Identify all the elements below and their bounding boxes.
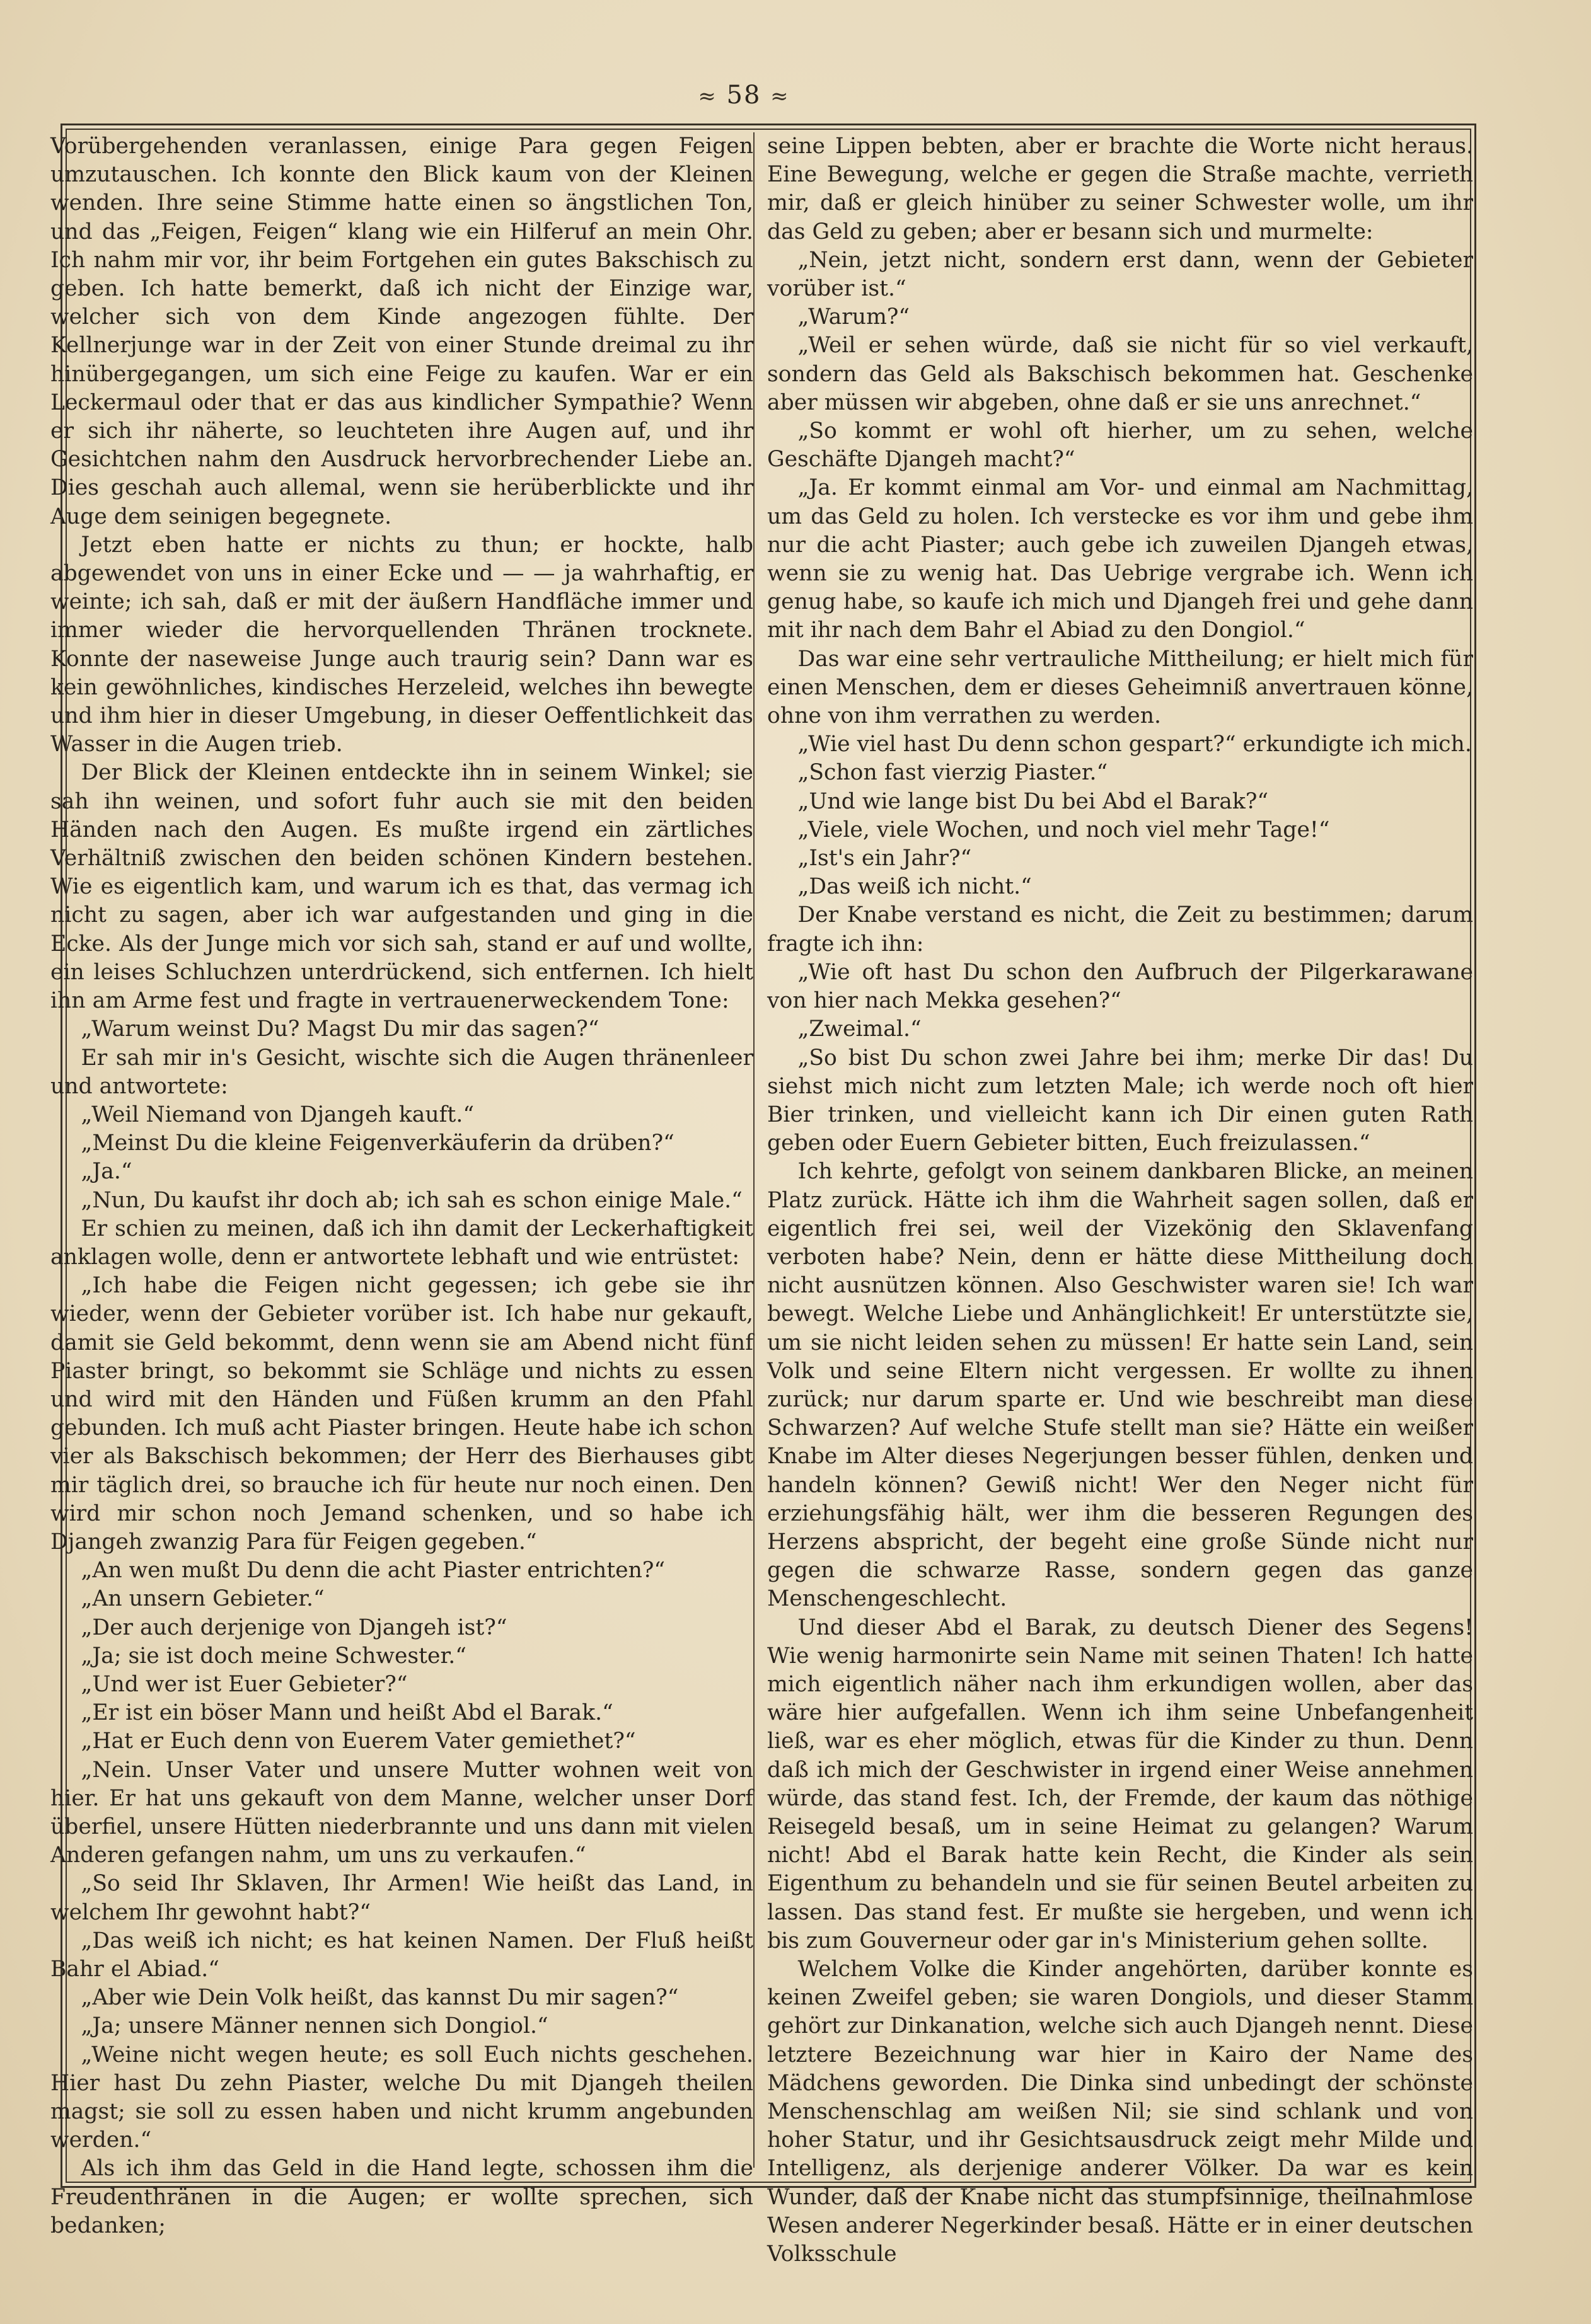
paragraph: „Nein, jetzt nicht, sondern erst dann, wenn der Gebieter vorüber ist.“ xyxy=(767,247,1473,302)
paragraph: Und dieser Abd el Barak, zu deutsch Diener des Segens! Wie wenig harmonirte sein Name mit seinen Thaten! Ich hatte mich eigentlich näher nach ihm erkundigen wollen, aber das wäre hier aufgefallen. Wenn ich ihm seine Unbefangenheit ließ, war es eher möglich, etwas für die Kinder zu thun. Denn daß ich mich der Geschwister in irgend einer Weise annehmen würde, das stand fest. Ich, der Fremde, der kaum das nöthige Reisegeld besaß, um in seine Heimat zu gelangen? Warum nicht! Abd el Barak hatte kein Recht, die Kinder als sein Eigenthum zu behandeln und sie für seinen Beutel arbeiten zu lassen. Das stand fest. Er mußte sie hergeben, und wenn ich bis zum Gouverneur oder gar in's Ministerium gehen sollte. xyxy=(767,1614,1473,1953)
paragraph: „An unsern Gebieter.“ xyxy=(81,1586,325,1612)
page-number-header xyxy=(681,81,807,110)
column-divider xyxy=(753,132,755,2168)
paragraph: Er schien zu meinen, daß ich ihn damit der Leckerhaftigkeit anklagen wolle, denn er antwortete lebhaft und wie entrüstet: xyxy=(50,1216,753,1270)
right-column xyxy=(767,132,1473,2267)
paragraph: „Das weiß ich nicht; es hat keinen Namen. Der Fluß heißt Bahr el Abiad.“ xyxy=(50,1928,753,1982)
paragraph: „Ist's ein Jahr?“ xyxy=(797,846,972,872)
paragraph: Er sah mir in's Gesicht, wischte sich die Augen thränenleer und antwortete: xyxy=(50,1045,753,1099)
paragraph: „An wen mußt Du denn die acht Piaster entrichten?“ xyxy=(81,1558,666,1584)
paragraph: „Aber wie Dein Volk heißt, das kannst Du mir sagen?“ xyxy=(81,1985,679,2011)
paragraph: „Das weiß ich nicht.“ xyxy=(797,874,1032,900)
paragraph: „Nun, Du kaufst ihr doch ab; ich sah es schon einige Male.“ xyxy=(81,1187,743,1213)
paragraph: Der Knabe verstand es nicht, die Zeit zu bestimmen; darum fragte ich ihn: xyxy=(767,902,1473,957)
paragraph: Ich kehrte, gefolgt von seinem dankbaren Blicke, an meinen Platz zurück. Hätte ich ihm die Wahrheit sagen sollen, daß er eigentlich frei sei, weil der Vizekönig den Sklavenfang verboten habe? Nein, denn er hätte diese Mittheilung doch nicht ausnützen können. Also Geschwister waren sie! Ich war bewegt. Welche Liebe und Anhänglichkeit! Er unterstützte sie, um sie nicht leiden sehen zu müssen! Er hatte sein Land, sein Volk und seine Eltern nicht vergessen. Er wollte zu ihnen zurück; nur darum sparte er. Und wie beschreibt man diese Schwarzen? Auf welche Stufe stellt man sie? Hätte ein weißer Knabe im Alter dieses Negerjungen besser fühlen, denken und handeln können? Gewiß nicht! Wer den Neger nicht für erziehungsfähig hält, wer ihm die besseren Regungen des Herzens abspricht, der begeht eine große Sünde nicht nur gegen die schwarze Rasse, sondern gegen das ganze Menschengeschlecht. xyxy=(767,1159,1473,1612)
paragraph: „So bist Du schon zwei Jahre bei ihm; merke Dir das! Du siehst mich nicht zum letzten Male; ich werde noch oft hier Bier trinken, und vielleicht kann ich Dir einen guten Rath geben oder Euern Gebieter bitten, Euch freizulassen.“ xyxy=(767,1045,1473,1156)
paragraph: „Ja.“ xyxy=(81,1159,132,1185)
paragraph: Als ich ihm das Geld in die Hand legte, schossen ihm die Freudenthränen in die Augen; er wollte sprechen, sich bedanken; xyxy=(50,2156,753,2238)
paragraph: „Ja; unsere Männer nennen sich Dongiol.“ xyxy=(81,2013,548,2039)
paragraph: „Weil er sehen würde, daß sie nicht für so viel verkauft, sondern das Geld als Bakschisch bekommen hat. Geschenke aber müssen wir abgeben, ohne daß er sie uns anrechnet.“ xyxy=(767,333,1473,415)
paragraph: „Ja; sie ist doch meine Schwester.“ xyxy=(81,1643,466,1669)
paragraph: „Er ist ein böser Mann und heißt Abd el Barak.“ xyxy=(81,1700,613,1726)
paragraph: „Und wer ist Euer Gebieter?“ xyxy=(81,1671,408,1697)
paragraph: Jetzt eben hatte er nichts zu thun; er hockte, halb abgewendet von uns in einer Ecke und — — ja wahrhaftig, er weinte; ich sah, daß er mit der äußern Handfläche immer und immer wieder die hervorquellenden Thränen trocknete. Konnte der naseweise Junge auch traurig sein? Dann war es kein gewöhnliches, kindisches Herzeleid, welches ihn bewegte und ihm hier in dieser Umgebung, in dieser Oeffentlichkeit das Wasser in die Augen trieb. xyxy=(50,532,753,757)
paragraph: „Ja. Er kommt einmal am Vor- und einmal am Nachmittag, um das Geld zu holen. Ich verstecke es vor ihm und gebe ihm nur die acht Piaster; auch gebe ich zuweilen Djangeh etwas, wenn sie zu wenig hat. Das Uebrige vergrabe ich. Wenn ich genug habe, so kaufe ich mich und Djangeh frei und gehe dann mit ihr nach dem Bahr el Abiad zu den Dongiol.“ xyxy=(767,475,1473,643)
paragraph: Vorübergehenden veranlassen, einige Para gegen Feigen umzutauschen. Ich konnte den Blick kaum von der Kleinen wenden. Ihre seine Stimme hatte einen so ängstlichen Ton, und das „Feigen, Feigen“ klang wie ein Hilferuf an mein Ohr. Ich nahm mir vor, ihr beim Fortgehen ein gutes Bakschisch zu geben. Ich hatte bemerkt, daß ich nicht der Einzige war, welcher sich von dem Kinde angezogen fühlte. Der Kellnerjunge war in der Zeit von einer Stunde dreimal zu ihr hinübergegangen, um sich eine Feige zu kaufen. War er ein Leckermaul oder that er das aus kindlicher Sympathie? Wenn er sich ihr näherte, so leuchteten ihre Augen auf, und ihr Gesichtchen nahm den Ausdruck hervorbrechender Liebe an. Dies geschah auch allemal, wenn sie herüberblickte und ihr Auge dem seinigen begegnete. xyxy=(50,134,753,529)
paragraph: „Wie viel hast Du denn schon gespart?“ erkundigte ich mich. xyxy=(797,732,1472,757)
paragraph: „Warum?“ xyxy=(797,304,910,330)
page-number: 58 xyxy=(726,81,761,110)
ornament-right-icon: ≈ xyxy=(770,84,790,109)
paragraph: seine Lippen bebten, aber er brachte die Worte nicht heraus. Eine Bewegung, welche er gegen die Straße machte, verrieth mir, daß er gleich hinüber zu seiner Schwester wolle, um ihr das Geld zu geben; aber er besann sich und murmelte: xyxy=(767,134,1473,244)
paragraph: „Der auch derjenige von Djangeh ist?“ xyxy=(81,1614,507,1640)
paragraph: „Meinst Du die kleine Feigenverkäuferin da drüben?“ xyxy=(81,1130,674,1156)
paragraph: „Zweimal.“ xyxy=(797,1016,922,1042)
paragraph: „So seid Ihr Sklaven, Ihr Armen! Wie heißt das Land, in welchem Ihr gewohnt habt?“ xyxy=(50,1871,753,1925)
ornament-left-icon: ≈ xyxy=(698,84,717,109)
paragraph: Welchem Volke die Kinder angehörten, darüber konnte es keinen Zweifel geben; sie waren Dongiols, und dieser Stamm gehört zur Dinkanation, welche sich auch Djangeh nennt. Diese letztere Bezeichnung war hier in Kairo der Name des Mädchens geworden. Die Dinka sind unbedingt der schönste Menschenschlag am weißen Nil; sie sind schlank und von hoher Statur, und ihr Gesichtsausdruck zeigt mehr Milde und Intelligenz, als derjenige anderer Völker. Da war es kein Wunder, daß der Knabe nicht das stumpfsinnige, theilnahmlose Wesen anderer Negerkinder besaß. Hätte er in einer deutschen Volksschule xyxy=(767,1957,1473,2267)
paragraph: „Wie oft hast Du schon den Aufbruch der Pilgerkarawane von hier nach Mekka gesehen?“ xyxy=(767,959,1473,1014)
paragraph: „Schon fast vierzig Piaster.“ xyxy=(797,760,1108,786)
paragraph: „Warum weinst Du? Magst Du mir das sagen?“ xyxy=(81,1016,599,1042)
paragraph: „Und wie lange bist Du bei Abd el Barak?“ xyxy=(797,788,1269,814)
paragraph: Der Blick der Kleinen entdeckte ihn in seinem Winkel; sie sah ihn weinen, und sofort fuhr auch sie mit den beiden Händen nach den Augen. Es mußte irgend ein zärtliches Verhältniß zwischen den beiden schönen Kindern bestehen. Wie es eigentlich kam, und warum ich es that, das vermag ich nicht zu sagen, aber ich war aufgestanden und ging in die Ecke. Als der Junge mich vor sich sah, stand er auf und wollte, ein leises Schluchzen unterdrückend, sich entfernen. Ich hielt ihn am Arme fest und fragte in vertrauenerweckendem Tone: xyxy=(50,760,753,1014)
paragraph: „Ich habe die Feigen nicht gegessen; ich gebe sie ihr wieder, wenn der Gebieter vorüber ist. Ich habe nur gekauft, damit sie Geld bekommt, denn wenn sie am Abend nicht fünf Piaster bringt, so bekommt sie Schläge und nichts zu essen und wird mit den Händen und Füßen krumm an den Pfahl gebunden. Ich muß acht Piaster bringen. Heute habe ich schon vier als Bakschisch bekommen; der Herr des Bierhauses gibt mir täglich drei, so brauche ich für heute nur noch einen. Den wird mir schon noch Jemand schenken, und so habe ich Djangeh zwanzig Para für Feigen gegeben.“ xyxy=(50,1273,753,1555)
paragraph: „Weine nicht wegen heute; es soll Euch nichts geschehen. Hier hast Du zehn Piaster, welche Du mit Djangeh theilen magst; sie soll zu essen haben und nicht krumm angebunden werden.“ xyxy=(50,2042,753,2153)
paragraph: Das war eine sehr vertrauliche Mittheilung; er hielt mich für einen Menschen, dem er dieses Geheimniß anvertrauen könne, ohne von ihm verrathen zu werden. xyxy=(767,646,1473,729)
paragraph: „Hat er Euch denn von Euerem Vater gemiethet?“ xyxy=(81,1729,636,1754)
paragraph: „Nein. Unser Vater und unsere Mutter wohnen weit von hier. Er hat uns gekauft von dem Manne, welcher unser Dorf überfiel, unsere Hütten niederbrannte und uns dann mit vielen Anderen gefangen nahm, um uns zu verkaufen.“ xyxy=(50,1757,753,1868)
left-column xyxy=(50,132,753,2238)
paragraph: „So kommt er wohl oft hierher, um zu sehen, welche Geschäfte Djangeh macht?“ xyxy=(767,418,1473,473)
paragraph: „Viele, viele Wochen, und noch viel mehr Tage!“ xyxy=(797,817,1330,843)
paragraph: „Weil Niemand von Djangeh kauft.“ xyxy=(81,1102,474,1127)
